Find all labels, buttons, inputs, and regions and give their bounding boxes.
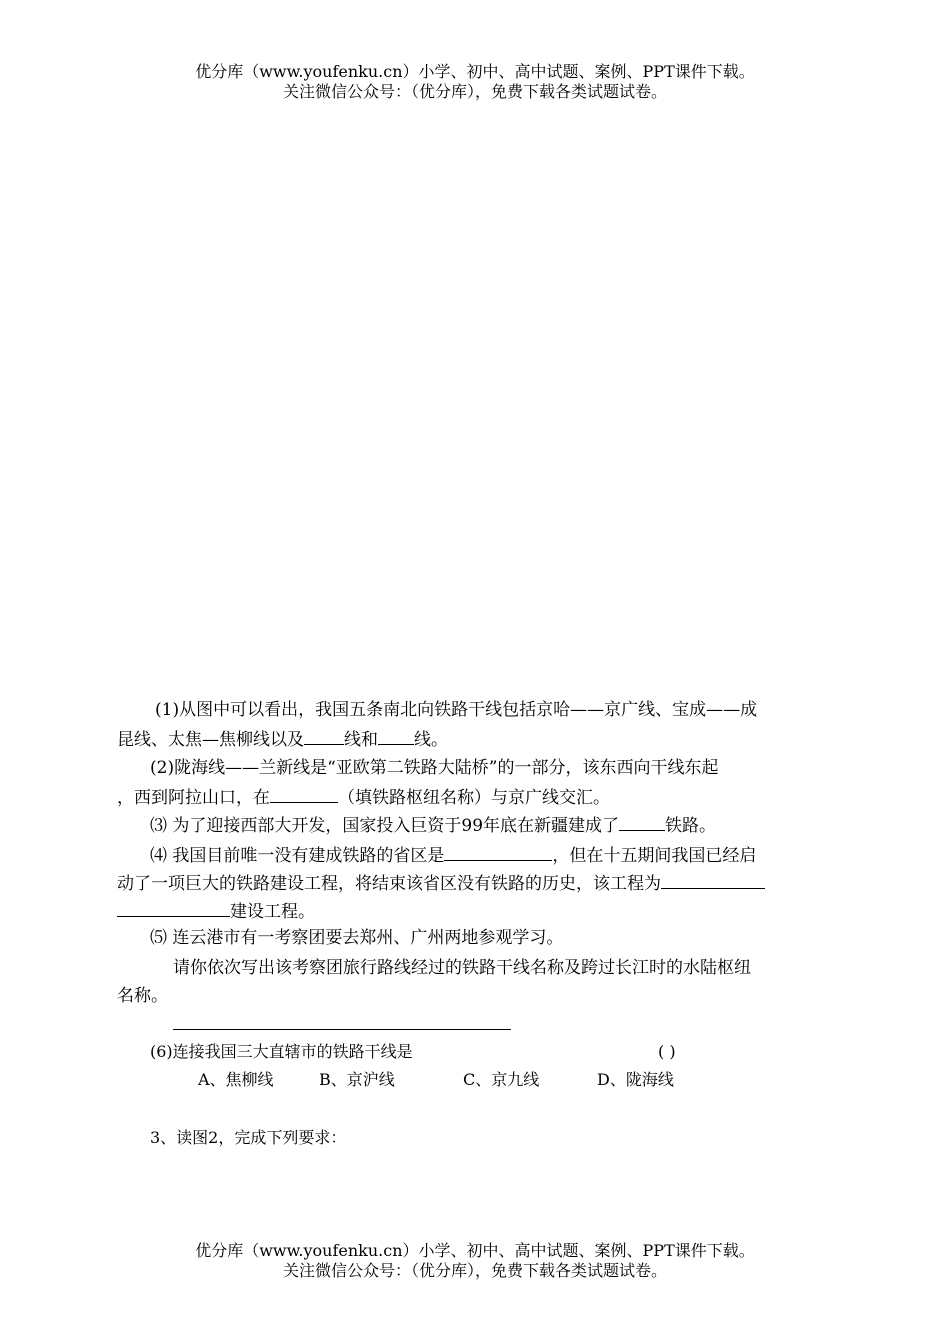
q6-option-b[interactable]: B、京沪线: [319, 1070, 395, 1089]
q4-text-b: ，但在十五期间我国已经启: [552, 846, 757, 866]
header-line-2: 关注微信公众号：（优分库），免费下载各类试题试卷。: [282, 82, 667, 101]
q6-answer-paren[interactable]: ( ): [658, 1042, 676, 1061]
q4-blank-2b[interactable]: [117, 899, 230, 917]
q2-text-a: ，西到阿拉山口，在: [117, 788, 270, 808]
q1-blank-1[interactable]: [304, 727, 344, 745]
q3-line-1: [150, 813, 716, 837]
q4-text-c: 动了一项巨大的铁路建设工程，将结束该省区没有铁路的历史，该工程为: [117, 874, 661, 894]
q4-text-a: ⑷ 我国目前唯一没有建成铁路的省区是: [150, 846, 445, 866]
q4-blank-2a[interactable]: [661, 871, 765, 889]
q4-line-2: [117, 871, 765, 895]
q1-blank-2[interactable]: [378, 727, 414, 745]
q2-line-2: [117, 785, 610, 809]
q1-text-a: 昆线、太焦—焦柳线以及: [117, 730, 304, 750]
q5-line-1: ⑸ 连云港市有一考察团要去郑州、广州两地参观学习。: [150, 928, 564, 948]
q3-text-b: 铁路。: [665, 816, 717, 836]
q2-blank-1[interactable]: [270, 785, 338, 803]
header-line-1: 优分库（www.youfenku.cn）小学、初中、高中试题、案例、PPT课件下载。: [195, 62, 755, 81]
q4-text-d: 建设工程。: [230, 902, 315, 922]
q2-line-1: (2)陇海线——兰新线是“亚欧第二铁路大陆桥”的一部分，该东西向干线东起: [150, 758, 719, 778]
q3-text-a: ⑶ 为了迎接西部大开发，国家投入巨资于99年底在新疆建成了: [150, 816, 620, 836]
q6-option-d[interactable]: D、陇海线: [597, 1070, 674, 1089]
q6-option-a[interactable]: A、焦柳线: [198, 1070, 274, 1089]
q1-text-b: 线和: [344, 730, 378, 750]
q5-line-2: 请你依次写出该考察团旅行路线经过的铁路干线名称及跨过长江时的水陆枢纽: [173, 958, 751, 978]
q4-line-3: [117, 899, 315, 923]
q6-option-c[interactable]: C、京九线: [463, 1070, 540, 1089]
q1-line-1: (1)从图中可以看出，我国五条南北向铁路干线包括京哈——京广线、宝成——成: [155, 700, 758, 720]
q1-text-c: 线。: [414, 730, 448, 750]
q6-stem: (6)连接我国三大直辖市的铁路干线是: [150, 1042, 413, 1061]
q2-text-b: （填铁路枢纽名称）与京广线交汇。: [338, 788, 610, 808]
q5-line-3: 名称。: [117, 986, 168, 1006]
q4-line-1: [150, 843, 756, 867]
footer-line-2: 关注微信公众号：（优分库），免费下载各类试题试卷。: [282, 1261, 667, 1280]
q5-answer-line[interactable]: [173, 1029, 511, 1030]
section-3-heading: 3、读图2，完成下列要求：: [150, 1128, 347, 1147]
footer-line-1: 优分库（www.youfenku.cn）小学、初中、高中试题、案例、PPT课件下载。: [195, 1241, 755, 1260]
q1-line-2: [117, 727, 448, 751]
q4-blank-1[interactable]: [444, 843, 552, 861]
q3-blank-1[interactable]: [619, 813, 665, 831]
